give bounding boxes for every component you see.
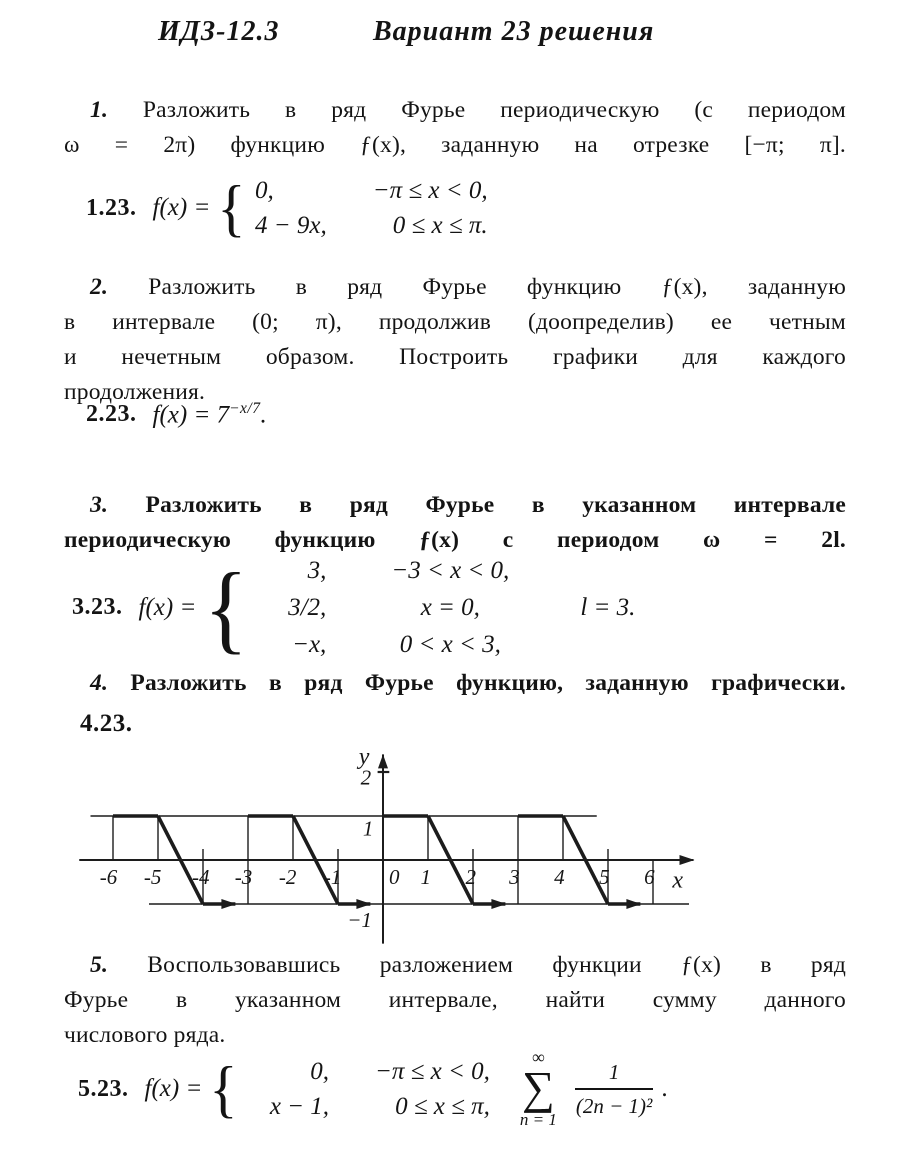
formula-2-23-exponent: −x/7	[229, 400, 261, 417]
formula-2-23-base: f(x) = 7	[152, 401, 230, 429]
task-5-line-1	[64, 948, 846, 983]
condition-row: 0 ≤ x ≤ π.	[392, 212, 488, 239]
task-5-line-3: числового ряда.	[64, 1022, 226, 1048]
piecewise-brace: {	[209, 1052, 238, 1124]
formula-5-23-lhs: f(x) =	[144, 1075, 203, 1103]
task-1-text: Разложить в ряд Фурье периодическую (с периодом	[142, 97, 846, 123]
formula-2-23-period: .	[260, 401, 267, 429]
task-3-text: Разложить в ряд Фурье в указанном интервале	[145, 492, 846, 518]
figure-4-23	[78, 746, 708, 953]
formula-5-23-period: .	[661, 1075, 668, 1103]
x-axis-arrow	[680, 855, 695, 865]
formula-5-23	[78, 1048, 668, 1130]
task-3-line-1	[64, 488, 846, 523]
variant-title: Вариант 23 решения	[373, 16, 655, 47]
axis-letter-label: x	[672, 867, 684, 894]
sigma-icon: ∑	[521, 1062, 555, 1113]
fraction-numerator: 1	[575, 1059, 654, 1089]
task-2-line-3: и нечетным образом. Построить графики для каждого	[64, 344, 846, 370]
formula-3-23-values	[260, 552, 326, 663]
tick-label: 6	[644, 865, 655, 890]
value-row: 3,	[307, 557, 327, 584]
task-2-line-1	[64, 270, 846, 305]
task-4-text: Разложить в ряд Фурье функцию, заданную графически.	[130, 670, 846, 696]
formula-3-23-label: 3.23.	[72, 594, 123, 620]
task-1-number: 1.	[90, 97, 109, 123]
tick-label: -2	[278, 865, 297, 890]
task-3-paragraph	[64, 488, 846, 558]
condition-row: 0 ≤ x ≤ π,	[395, 1093, 490, 1121]
tick-label: -5	[143, 865, 162, 890]
figure-4-23-label: 4.23.	[80, 710, 133, 737]
assignment-title: ИДЗ-12.3	[158, 16, 280, 47]
tick-label: -4	[192, 865, 210, 890]
value-row: 0,	[255, 177, 274, 204]
tick-label: −1	[347, 907, 372, 932]
task-2-line-4: продолжения.	[64, 379, 206, 405]
task-3-line-2: периодическую функцию ƒ(x) с периодом ω = 2l.	[64, 527, 846, 553]
task-1-paragraph	[64, 93, 846, 163]
value-row: 0,	[310, 1058, 330, 1086]
tick-label: 2	[360, 765, 372, 790]
tick-label: 1	[362, 816, 374, 841]
condition-row: −π ≤ x < 0,	[375, 1058, 490, 1086]
task-1-line-2: ω = 2π) функцию ƒ(x), заданную на отрезке [−π; π].	[64, 132, 846, 158]
value-row: −x,	[292, 631, 327, 658]
formula-2-23	[86, 400, 267, 429]
y-axis-arrow	[378, 754, 388, 768]
formula-1-23-conditions	[373, 173, 488, 243]
formula-3-23-lhs: f(x) =	[138, 593, 197, 621]
formula-1-23-label: 1.23.	[86, 194, 137, 221]
axis-letter-label: y	[358, 746, 370, 771]
task-2-number: 2.	[90, 274, 109, 300]
condition-row: −3 < x < 0,	[391, 557, 510, 584]
task-1-line-1	[64, 93, 846, 128]
piecewise-brace: {	[204, 552, 249, 663]
formula-3-23	[72, 552, 635, 663]
series-fraction	[575, 1059, 654, 1119]
tick-label: -3	[234, 865, 253, 890]
formula-1-23-lhs: f(x) =	[152, 194, 211, 221]
tick-label: 0	[389, 865, 400, 890]
task-2-text: Разложить в ряд Фурье функцию ƒ(x), заданную	[148, 274, 846, 300]
value-row: 4 − 9x,	[255, 212, 327, 239]
formula-2-23-label: 2.23.	[86, 401, 137, 428]
formula-1-23-values	[255, 173, 327, 243]
formula-1-23	[86, 173, 488, 243]
tick-label: 4	[554, 865, 565, 890]
formula-5-23-label: 5.23.	[78, 1075, 129, 1102]
task-5-text: Воспользовавшись разложением функции ƒ(x) в ряд	[147, 952, 846, 978]
formula-5-23-conditions	[375, 1054, 490, 1124]
continuation-arrow	[221, 899, 236, 909]
task-2-line-2: в интервале (0; π), продолжив (доопределив) ее четным	[64, 309, 846, 335]
tick-label: -6	[99, 865, 118, 890]
sum-lower-limit: n = 1	[519, 1109, 557, 1129]
fraction-denominator: (2n − 1)²	[575, 1093, 653, 1118]
formula-5-23-values	[249, 1054, 329, 1124]
task-4-line-1	[64, 666, 846, 701]
tick-label: 2	[465, 865, 476, 890]
condition-row: −π ≤ x < 0,	[372, 177, 488, 204]
sum-upper-limit: ∞	[531, 1047, 545, 1067]
task-4-number: 4.	[90, 670, 109, 696]
task-2-paragraph	[64, 270, 846, 410]
tick-label: -1	[323, 865, 342, 890]
condition-row: x = 0,	[420, 594, 480, 621]
task-5-paragraph	[64, 948, 846, 1053]
tick-label: 1	[420, 865, 431, 890]
task-5-number: 5.	[90, 952, 109, 978]
task-3-number: 3.	[90, 492, 109, 518]
tick-label: 5	[599, 865, 610, 890]
task-4-paragraph	[64, 666, 846, 701]
formula-2-23-expression	[153, 400, 267, 429]
tick-label: 3	[509, 865, 520, 890]
continuation-arrow	[626, 899, 641, 909]
value-row: 3/2,	[288, 594, 327, 621]
condition-row: 0 < x < 3,	[399, 631, 501, 658]
value-row: x − 1,	[269, 1093, 330, 1121]
formula-3-23-parameter: l = 3.	[580, 593, 636, 621]
formula-3-23-conditions	[360, 552, 540, 663]
figure-4-23-graph	[78, 746, 708, 948]
piecewise-brace: {	[217, 171, 246, 243]
summation-symbol	[520, 1048, 557, 1130]
task-5-line-2: Фурье в указанном интервале, найти сумму данного	[64, 987, 846, 1013]
continuation-arrow	[491, 899, 506, 909]
